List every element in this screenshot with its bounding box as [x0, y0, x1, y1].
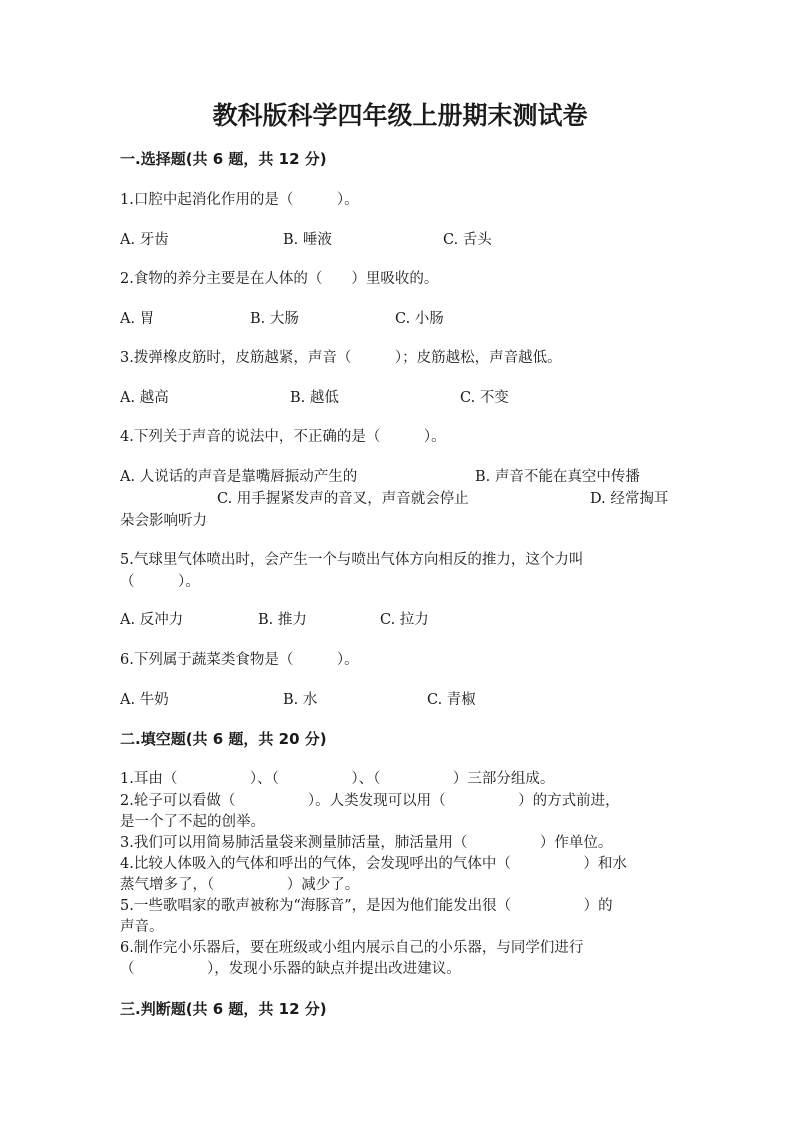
option-c: C. 小肠 [395, 311, 444, 327]
option-a: A. 胃 [120, 311, 155, 327]
fill-line: 2.轮子可以看做（ ）。人类发现可以用（ ）的方式前进， [120, 793, 620, 809]
option-c: C. 用手握紧发声的音叉，声音就会停止 [217, 491, 469, 507]
fill-line: 3.我们可以用简易肺活量袋来测量肺活量，肺活量用（ ）作单位。 [120, 835, 613, 851]
question-stem: 1.口腔中起消化作用的是（ ）。 [120, 192, 359, 208]
option-b: B. 声音不能在真空中传播 [475, 469, 640, 485]
fill-line: 声音。 [120, 919, 164, 935]
option-b: B. 唾液 [283, 232, 332, 248]
fill-line: 1.耳由（ ）、（ ）、（ ）三部分组成。 [120, 771, 555, 787]
option-a: A. 越高 [120, 390, 169, 406]
question-stem: 5.气球里气体喷出时，会产生一个与喷出气体方向相反的推力，这个力叫 [120, 552, 584, 568]
page-title: 教科版科学四年级上册期末测试卷 [212, 101, 588, 130]
option-b: B. 推力 [258, 612, 307, 628]
section-heading-fill: 二.填空题(共 6 题，共 20 分) [120, 730, 327, 748]
fill-line: （ ），发现小乐器的缺点并提出改进建议。 [120, 961, 461, 977]
fill-line: 5.一些歌唱家的歌声被称为“海豚音”，是因为他们能发出很（ ）的 [120, 898, 613, 914]
option-c: C. 不变 [460, 390, 509, 406]
option-b: B. 越低 [290, 390, 339, 406]
option-a: A. 人说话的声音是靠嘴唇振动产生的 [120, 469, 358, 485]
fill-line: 6.制作完小乐器后，要在班级或小组内展示自己的小乐器，与同学们进行 [120, 940, 584, 956]
option-c: C. 青椒 [427, 692, 476, 708]
option-b: B. 大肠 [250, 311, 299, 327]
question-stem-continued: （ ）。 [120, 574, 200, 590]
question-stem: 2.食物的养分主要是在人体的（ ）里吸收的。 [120, 271, 439, 287]
fill-line: 4.比较人体吸入的气体和呼出的气体，会发现呼出的气体中（ ）和水 [120, 856, 627, 872]
option-d: D. 经常掏耳 [590, 491, 669, 507]
section-heading-judge: 三.判断题(共 6 题，共 12 分) [120, 1000, 327, 1018]
question-stem: 4.下列关于声音的说法中，不正确的是（ ）。 [120, 429, 446, 445]
option-a: A. 反冲力 [120, 612, 184, 628]
section-heading-choice: 一.选择题(共 6 题，共 12 分) [120, 150, 327, 168]
fill-line: 蒸气增多了，（ ）减少了。 [120, 877, 360, 893]
option-a: A. 牙齿 [120, 232, 169, 248]
fill-line: 是一个了不起的创举。 [120, 814, 265, 830]
option-d-continued: 朵会影响听力 [120, 513, 207, 529]
option-c: C. 舌头 [443, 232, 492, 248]
option-a: A. 牛奶 [120, 692, 169, 708]
question-stem: 6.下列属于蔬菜类食物是（ ）。 [120, 652, 359, 668]
question-stem: 3.拨弹橡皮筋时，皮筋越紧，声音（ ）；皮筋越松，声音越低。 [120, 350, 562, 366]
option-c: C. 拉力 [380, 612, 429, 628]
option-b: B. 水 [283, 692, 318, 708]
